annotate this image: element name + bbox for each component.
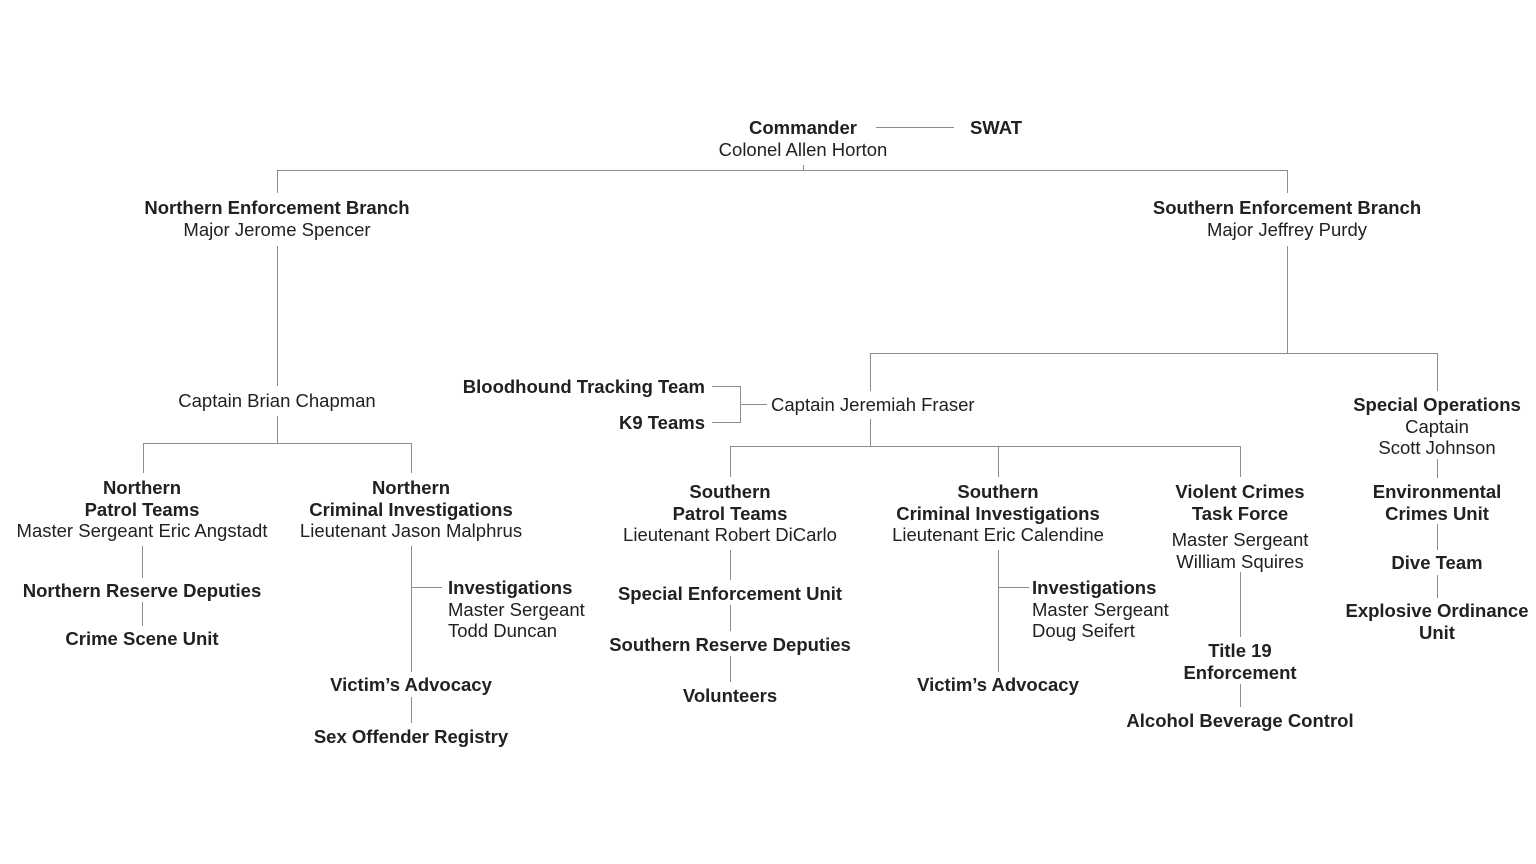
node-northern-criminal-investigations — [300, 477, 522, 542]
node-person: Master Sergeant Eric Angstadt — [16, 520, 268, 541]
node-explosive-ordinance-unit — [1345, 600, 1528, 643]
node-northern-reserve-deputies — [23, 580, 262, 602]
node-person: Lieutenant Robert DiCarlo — [623, 524, 837, 545]
node-captain-chapman — [178, 390, 375, 412]
node-commander — [719, 117, 888, 160]
node-title: Violent Crimes — [1175, 481, 1305, 502]
node-person: Colonel Allen Horton — [718, 138, 888, 160]
node-violent-crimes-task-force — [1172, 481, 1309, 572]
connector-title19-abc — [1240, 684, 1241, 707]
node-title: Sex Offender Registry — [313, 726, 509, 747]
connector-advocacy-registry — [411, 697, 412, 723]
connector-bracket-fraser — [740, 404, 767, 405]
node-dive-team — [1391, 552, 1482, 574]
connector-specops-drop — [1437, 353, 1438, 391]
connector-env-dive — [1437, 524, 1438, 550]
connector-reserve-crimescene — [142, 602, 143, 626]
node-person: Todd Duncan — [448, 620, 558, 641]
node-person: Captain Brian Chapman — [178, 390, 376, 411]
node-title: Bloodhound Tracking Team — [462, 376, 705, 397]
node-title: Special Operations — [1353, 394, 1521, 415]
node-title: Enforcement — [1183, 661, 1297, 683]
node-person: Doug Seifert — [1032, 620, 1135, 641]
node-title: Commander — [749, 117, 857, 138]
connector-dive-explosive — [1437, 575, 1438, 598]
node-title: Northern — [371, 477, 451, 498]
node-k9-teams — [619, 412, 705, 434]
node-crime-scene-unit — [65, 628, 218, 650]
node-title: Explosive Ordinance — [1345, 600, 1529, 621]
node-title: Victim’s Advocacy — [330, 674, 492, 695]
connector-northern-ci-drop — [411, 443, 412, 473]
node-title: Environmental — [1372, 481, 1502, 502]
node-person: Master Sergeant — [1171, 529, 1309, 550]
node-southern-enforcement-branch — [1153, 197, 1421, 240]
connector-commander-swat — [876, 127, 954, 128]
connector-northern-patrol-drop — [143, 443, 144, 473]
connector-southern-branch-drop — [1287, 170, 1288, 193]
node-person: Master Sergeant — [448, 598, 585, 620]
node-person: Captain Jeremiah Fraser — [771, 394, 975, 415]
node-title: Crimes Unit — [1385, 502, 1489, 524]
node-swat — [970, 117, 1022, 139]
node-captain-fraser — [771, 394, 975, 416]
connector-chapman-stem — [277, 416, 278, 443]
node-title: Title 19 — [1208, 640, 1272, 661]
node-title: Investigations — [448, 577, 573, 598]
node-volunteers — [683, 685, 777, 707]
connector-bloodhound-link — [712, 386, 740, 387]
node-person: Major Jerome Spencer — [183, 218, 371, 240]
connector-sci-investigations — [998, 587, 1029, 588]
node-southern-criminal-investigations — [892, 481, 1104, 546]
node-sex-offender-registry — [314, 726, 508, 748]
node-title: Unit — [1419, 621, 1455, 643]
node-title: Criminal Investigations — [896, 502, 1100, 524]
connector-southern-rail — [870, 353, 1438, 354]
node-title: Southern — [689, 481, 771, 502]
node-title: Volunteers — [682, 685, 778, 706]
node-person: Major Jeffrey Purdy — [1206, 218, 1368, 240]
node-title: Southern — [957, 481, 1039, 502]
connector-seu-reserve — [730, 605, 731, 631]
connector-northern-rail — [143, 443, 412, 444]
connector-violent-crimes-drop — [1240, 446, 1241, 477]
node-special-enforcement-unit — [618, 583, 842, 605]
node-northern-investigations — [448, 577, 585, 642]
node-title: Southern Reserve Deputies — [609, 634, 851, 655]
node-northern-enforcement-branch — [144, 197, 409, 240]
node-person: Lieutenant Eric Calendine — [892, 524, 1104, 545]
node-title: K9 Teams — [618, 412, 705, 433]
connector-spencer-chapman — [277, 246, 278, 386]
node-title: Investigations — [1032, 577, 1157, 598]
connector-nci-investigations — [411, 587, 442, 588]
node-title: Southern Enforcement Branch — [1152, 197, 1422, 218]
connector-reserve-volunteers — [730, 656, 731, 682]
node-title: Special Enforcement Unit — [617, 583, 843, 604]
connector-specops-env — [1437, 459, 1438, 478]
connector-northern-branch-drop — [277, 170, 278, 193]
node-southern-investigations — [1032, 577, 1169, 642]
node-person: William Squires — [1176, 550, 1304, 572]
connector-npatrol-reserve — [142, 546, 143, 578]
node-northern-patrol-teams — [17, 477, 268, 542]
connector-spatrol-seu — [730, 550, 731, 580]
node-alcohol-beverage-control — [1126, 710, 1353, 732]
node-southern-reserve-deputies — [609, 634, 851, 656]
connector-k9-link — [712, 422, 740, 423]
node-person: Captain — [1405, 415, 1469, 437]
node-person: Master Sergeant — [1032, 598, 1169, 620]
node-title: Alcohol Beverage Control — [1126, 710, 1354, 731]
node-title: Victim’s Advocacy — [917, 674, 1079, 695]
connector-purdy-stem — [1287, 246, 1288, 353]
connector-vc-title19 — [1240, 572, 1241, 637]
node-title: Dive Team — [1391, 552, 1483, 573]
connector-nci-stem — [411, 546, 412, 672]
connector-sci-stem — [998, 550, 999, 672]
connector-southern-ci-drop — [998, 446, 999, 477]
node-southern-victims-advocacy — [917, 674, 1079, 696]
connector-fraser-rail — [730, 446, 1241, 447]
node-environmental-crimes-unit — [1373, 481, 1502, 524]
node-title: Northern Reserve Deputies — [22, 580, 262, 601]
node-bloodhound-tracking-team — [463, 376, 705, 398]
connector-southern-patrol-drop — [730, 446, 731, 477]
node-person: Lieutenant Jason Malphrus — [299, 520, 523, 541]
node-title: Crime Scene Unit — [65, 628, 219, 649]
node-title: Patrol Teams — [84, 498, 200, 520]
node-title: Patrol Teams — [672, 502, 788, 524]
node-title: Criminal Investigations — [309, 498, 513, 520]
node-person: Scott Johnson — [1378, 437, 1496, 458]
node-title: Northern — [102, 477, 182, 498]
node-title-19-enforcement — [1183, 640, 1296, 683]
connector-fraser-stem — [870, 419, 871, 446]
node-northern-victims-advocacy — [330, 674, 492, 696]
node-title: Northern Enforcement Branch — [144, 197, 410, 218]
node-special-operations — [1353, 394, 1521, 459]
node-southern-patrol-teams — [623, 481, 837, 546]
connector-fraser-drop — [870, 353, 871, 391]
node-title: SWAT — [969, 117, 1023, 138]
connector-top-rail — [277, 170, 1288, 171]
node-title: Task Force — [1191, 502, 1289, 524]
